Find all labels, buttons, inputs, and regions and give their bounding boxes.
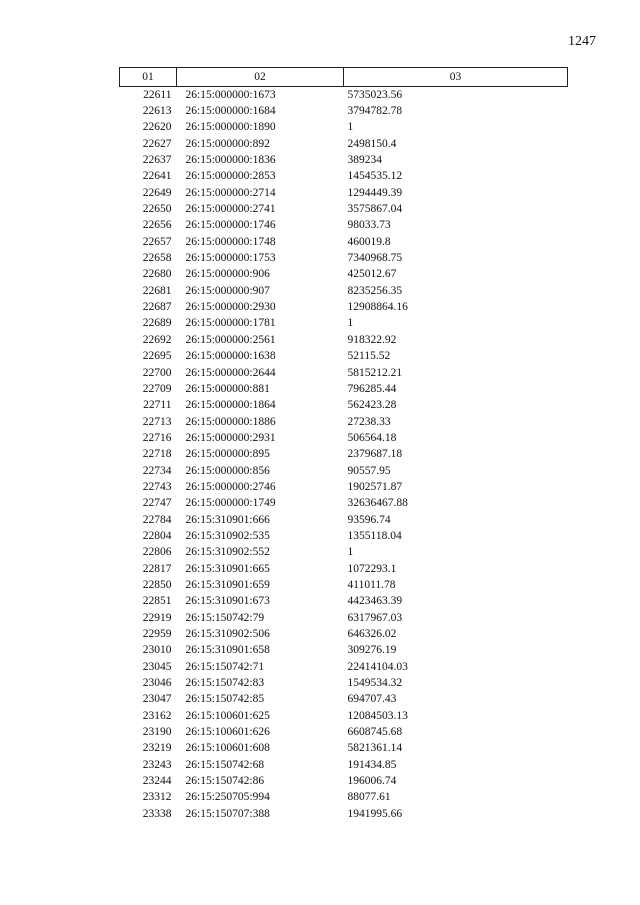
row-id-cell: 22680 [142,268,172,281]
row-id-cell: 22784 [142,513,172,526]
cadastral-number-cell: 26:15:100601:626 [185,726,270,739]
row-id-cell: 22747 [142,497,172,510]
value-cell: 2498150.4 [347,137,397,150]
value-cell: 1072293.1 [347,562,397,575]
table-row [120,643,568,659]
table-row [120,463,568,479]
value-cell: 12084503.13 [347,709,408,722]
value-cell: 191434.85 [347,758,397,771]
table-row [120,479,568,495]
table-header-row [120,68,568,87]
row-id-cell: 22718 [142,448,172,461]
table-row [120,218,568,234]
value-cell: 389234 [347,154,382,167]
table-row [120,528,568,544]
cadastral-number-cell: 26:15:000000:2644 [185,366,276,379]
table-row [120,299,568,315]
table-row [120,741,568,757]
row-id-cell: 22743 [142,480,172,493]
row-id-cell: 22687 [142,301,172,314]
table-row [120,594,568,610]
cadastral-number-cell: 26:15:000000:1886 [185,415,276,428]
value-cell: 6317967.03 [347,611,403,624]
table-row [120,659,568,675]
value-cell: 918322.92 [347,333,397,346]
table-row [120,545,568,561]
column-header-01: 01 [120,68,177,87]
cadastral-number-cell: 26:15:000000:2853 [185,170,276,183]
value-cell: 1454535.12 [347,170,403,183]
table-row [120,103,568,119]
row-id-cell: 23243 [142,758,172,771]
cadastral-number-cell: 26:15:100601:625 [185,709,270,722]
table-row [120,414,568,430]
table-row [120,316,568,332]
value-cell: 8235256.35 [347,284,403,297]
value-cell: 1 [347,121,354,134]
cadastral-number-cell: 26:15:000000:1673 [185,88,276,101]
table-row [120,136,568,152]
table-row [120,577,568,593]
table-row [120,152,568,168]
table-row [120,365,568,381]
table-row [120,250,568,266]
cadastral-number-cell: 26:15:310901:659 [185,578,270,591]
cadastral-number-cell: 26:15:000000:1864 [185,399,276,412]
value-cell: 1902571.87 [347,480,403,493]
row-id-cell: 23219 [142,742,172,755]
cadastral-number-cell: 26:15:000000:2741 [185,203,276,216]
row-id-cell: 22716 [142,431,172,444]
table-row [120,692,568,708]
row-id-cell: 23046 [142,677,172,690]
value-cell: 1941995.66 [347,807,403,820]
value-cell: 1 [347,317,354,330]
table-row [120,201,568,217]
row-id-cell: 23010 [142,644,172,657]
value-cell: 309276.19 [347,644,397,657]
cadastral-number-cell: 26:15:310902:506 [185,628,270,641]
row-id-cell: 22650 [142,203,172,216]
cadastral-number-cell: 26:15:150742:79 [185,611,265,624]
table-row [120,169,568,185]
row-id-cell: 22959 [142,628,172,641]
row-id-cell: 23162 [142,709,172,722]
row-id-cell: 22804 [142,529,172,542]
cadastral-number-cell: 26:15:310901:658 [185,644,270,657]
row-id-cell: 22851 [142,595,172,608]
value-cell: 1294449.39 [347,186,403,199]
value-cell: 460019.8 [347,235,391,248]
table-row [120,185,568,201]
value-cell: 7340968.75 [347,252,403,265]
cadastral-number-cell: 26:15:310901:673 [185,595,270,608]
value-cell: 88077.61 [347,791,391,804]
table-row [120,773,568,789]
cadastral-number-cell: 26:15:000000:1781 [185,317,276,330]
row-id-cell: 22689 [142,317,172,330]
cadastral-number-cell: 26:15:000000:2561 [185,333,276,346]
row-id-cell: 23244 [142,775,172,788]
column-header-03: 03 [344,68,568,87]
cadastral-number-cell: 26:15:150742:85 [185,693,265,706]
row-id-cell: 23045 [142,660,172,673]
row-id-cell: 22817 [142,562,172,575]
value-cell: 93596.74 [347,513,391,526]
value-cell: 90557.95 [347,464,391,477]
cadastral-number-cell: 26:15:000000:1638 [185,350,276,363]
row-id-cell: 22657 [142,235,172,248]
value-cell: 32636467.88 [347,497,408,510]
row-id-cell: 22649 [142,186,172,199]
table-row [120,675,568,691]
value-cell: 5815212.21 [347,366,403,379]
cadastral-number-cell: 26:15:000000:1890 [185,121,276,134]
cadastral-number-cell: 26:15:000000:1746 [185,219,276,232]
value-cell: 27238.33 [347,415,391,428]
value-cell: 411011.78 [347,578,396,591]
row-id-cell: 22806 [142,546,172,559]
cadastral-number-cell: 26:15:000000:1684 [185,105,276,118]
cadastral-number-cell: 26:15:310902:535 [185,529,270,542]
value-cell: 4423463.39 [347,595,403,608]
column-header-02: 02 [177,68,344,87]
row-id-cell: 22734 [142,464,172,477]
table-row [120,626,568,642]
cadastral-number-cell: 26:15:000000:895 [185,448,270,461]
cadastral-number-cell: 26:15:000000:2714 [185,186,276,199]
value-cell: 1549534.32 [347,677,403,690]
table-row [120,610,568,626]
cadastral-number-cell: 26:15:000000:1836 [185,154,276,167]
row-id-cell: 22709 [142,382,172,395]
cadastral-number-cell: 26:15:000000:856 [185,464,270,477]
row-id-cell: 23338 [142,807,172,820]
value-cell: 646326.02 [347,628,397,641]
table-body [120,87,568,823]
data-table [119,67,568,822]
cadastral-number-cell: 26:15:000000:907 [185,284,270,297]
value-cell: 3794782.78 [347,105,403,118]
cadastral-number-cell: 26:15:250705:994 [185,791,270,804]
cadastral-number-cell: 26:15:310901:666 [185,513,270,526]
cadastral-number-cell: 26:15:150742:86 [185,775,265,788]
cadastral-number-cell: 26:15:000000:1749 [185,497,276,510]
value-cell: 98033.73 [347,219,391,232]
cadastral-number-cell: 26:15:150742:83 [185,677,265,690]
cadastral-number-cell: 26:15:000000:1753 [185,252,276,265]
value-cell: 6608745.68 [347,726,403,739]
value-cell: 1 [347,546,354,559]
table-row [120,430,568,446]
cadastral-number-cell: 26:15:000000:2931 [185,431,276,444]
cadastral-number-cell: 26:15:150742:68 [185,758,265,771]
table-row [120,283,568,299]
value-cell: 22414104.03 [347,660,408,673]
table-row [120,349,568,365]
row-id-cell: 22700 [142,366,172,379]
cadastral-number-cell: 26:15:000000:2746 [185,480,276,493]
row-id-cell: 22695 [142,350,172,363]
value-cell: 425012.67 [347,268,397,281]
row-id-cell: 22919 [142,611,172,624]
table-row [120,120,568,136]
cadastral-number-cell: 26:15:000000:881 [185,382,270,395]
value-cell: 3575867.04 [347,203,403,216]
table-row [120,757,568,773]
table-row [120,267,568,283]
value-cell: 5821361.14 [347,742,403,755]
row-id-cell: 23047 [142,693,172,706]
row-id-cell: 22611 [143,88,172,101]
value-cell: 506564.18 [347,431,397,444]
table-row [120,724,568,740]
value-cell: 694707.43 [347,693,397,706]
table-row [120,790,568,806]
row-id-cell: 22637 [142,154,172,167]
cadastral-number-cell: 26:15:150742:71 [185,660,265,673]
cadastral-number-cell: 26:15:000000:1748 [185,235,276,248]
row-id-cell: 22613 [142,105,172,118]
table-row [120,381,568,397]
row-id-cell: 22713 [142,415,172,428]
page-number: 1247 [568,34,596,49]
table-row [120,332,568,348]
value-cell: 562423.28 [347,399,397,412]
value-cell: 796285.44 [347,382,397,395]
row-id-cell: 22620 [142,121,172,134]
table-row [120,398,568,414]
value-cell: 52115.52 [347,350,391,363]
row-id-cell: 22681 [142,284,172,297]
value-cell: 5735023.56 [347,88,403,101]
row-id-cell: 22641 [142,170,172,183]
cadastral-number-cell: 26:15:310901:665 [185,562,270,575]
table-row [120,708,568,724]
table-row [120,496,568,512]
cadastral-number-cell: 26:15:000000:892 [185,137,270,150]
row-id-cell: 22658 [142,252,172,265]
value-cell: 196006.74 [347,775,397,788]
row-id-cell: 23312 [142,791,172,804]
cadastral-number-cell: 26:15:310902:552 [185,546,270,559]
table-row [120,87,568,104]
table-row [120,561,568,577]
value-cell: 1355118.04 [347,529,402,542]
cadastral-number-cell: 26:15:100601:608 [185,742,270,755]
table-row [120,447,568,463]
row-id-cell: 22711 [143,399,172,412]
table-row [120,234,568,250]
row-id-cell: 22656 [142,219,172,232]
row-id-cell: 22627 [142,137,172,150]
cadastral-number-cell: 26:15:150707:388 [185,807,270,820]
row-id-cell: 22692 [142,333,172,346]
cadastral-number-cell: 26:15:000000:906 [185,268,270,281]
row-id-cell: 22850 [142,578,172,591]
cadastral-number-cell: 26:15:000000:2930 [185,301,276,314]
value-cell: 12908864.16 [347,301,408,314]
value-cell: 2379687.18 [347,448,403,461]
table-row [120,806,568,822]
table-row [120,512,568,528]
row-id-cell: 23190 [142,726,172,739]
